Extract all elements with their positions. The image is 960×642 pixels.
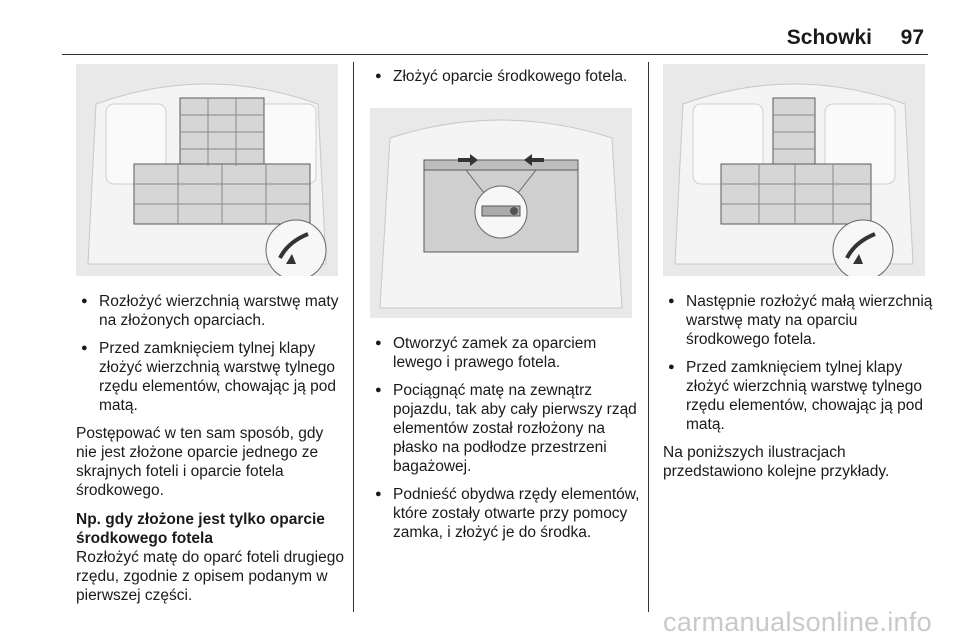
bullet-item: ● Podnieść obydwa rzędy elementów, które zostały otwarte przy pomocy zamka, i złożyć je do środka.	[370, 485, 642, 542]
paragraph: Postępować w ten sam sposób, gdy nie jest złożone oparcie jednego ze skrajnych foteli i oparcie fotela środkowego.	[76, 425, 324, 499]
page-number: 97	[900, 26, 924, 49]
column-3-text	[663, 292, 933, 491]
bullet-item: ● Złożyć oparcie środkowego fotela.	[370, 67, 640, 86]
column-1-bullets	[76, 292, 346, 415]
header-rule	[62, 54, 928, 55]
column-3-bullets	[663, 292, 933, 434]
trunk-mat-illustration-2	[370, 108, 632, 318]
column-1-text	[76, 292, 346, 615]
subheading: Np. gdy złożone jest tylko oparcie środkowego fotela	[76, 511, 325, 547]
bullet-item: ● Przed zamknięciem tylnej klapy złożyć wierzchnią warstwę tylnego rzędu elementów, chowając ją pod matą.	[76, 339, 346, 415]
bullet-item: ● Następnie rozłożyć małą wierzchnią warstwę maty na oparciu środkowego fotela.	[663, 292, 933, 349]
bullet-item: ● Otworzyć zamek za oparciem lewego i prawego fotela.	[370, 334, 642, 372]
column-2-text	[370, 334, 642, 551]
paragraph: Rozłożyć matę do oparć foteli drugiego rzędu, zgodnie z opisem podanym w pierwszej części.	[76, 549, 344, 604]
trunk-mat-illustration-1	[76, 64, 338, 276]
bullet-item: ● Przed zamknięciem tylnej klapy złożyć wierzchnią warstwę tylnego rzędu elementów, chowając ją pod matą.	[663, 358, 933, 434]
page-header-title: Schowki	[786, 26, 872, 49]
column-2-bullets	[370, 334, 642, 542]
column-divider-1	[353, 62, 354, 612]
bullet-item: ● Pociągnąć matę na zewnątrz pojazdu, tak aby cały pierwszy rząd elementów został rozłożony na płasko na podłodze przestrzeni bagażowej.	[370, 381, 642, 476]
trunk-mat-illustration-3	[663, 64, 925, 276]
watermark: carmanualsonline.info	[663, 607, 932, 637]
bullet-item: ● Rozłożyć wierzchnią warstwę maty na złożonych oparciach.	[76, 292, 346, 330]
paragraph: Na poniższych ilustracjach przedstawiono kolejne przykłady.	[663, 444, 890, 480]
column-2-top-text	[370, 67, 640, 95]
column-divider-2	[648, 62, 649, 612]
